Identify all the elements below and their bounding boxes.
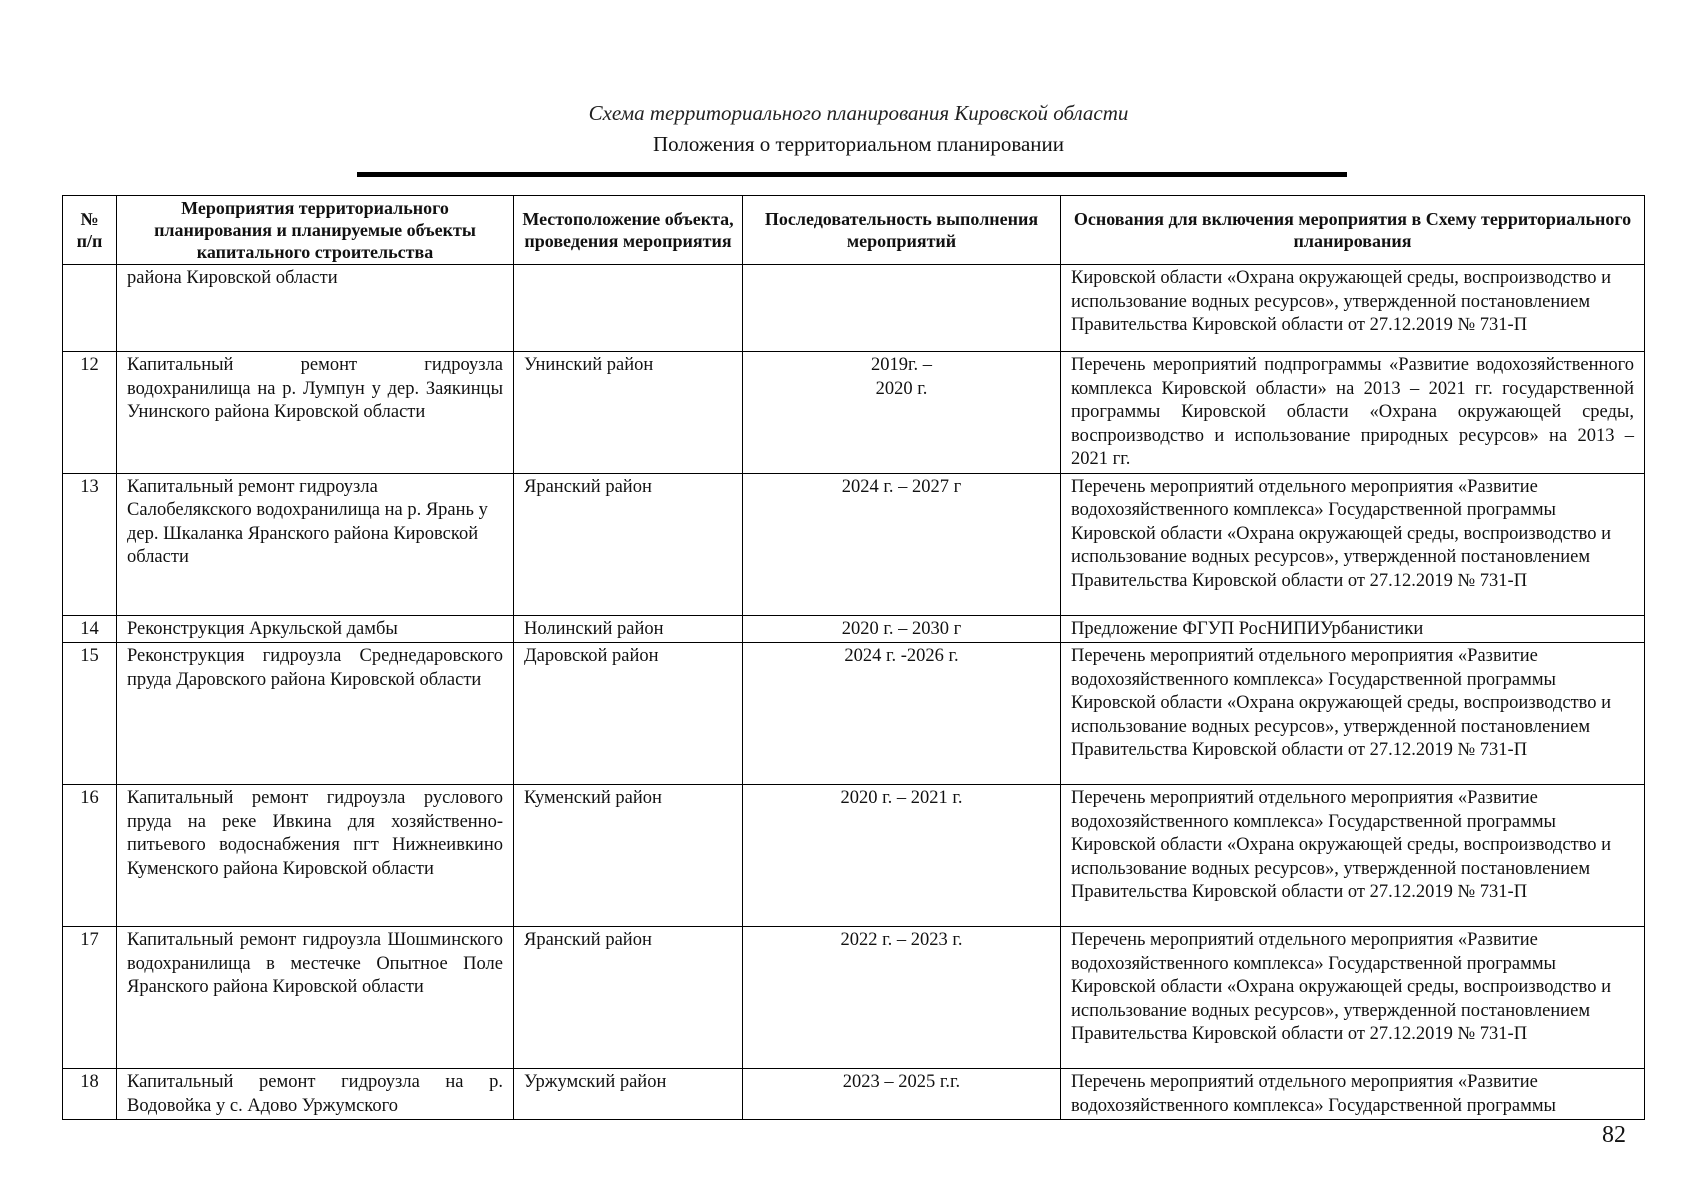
cell-basis: Перечень мероприятий отдельного мероприятия «Развитие водохозяйственного комплекса» Государственной программы Кировской области «Охрана окружающей среды, воспроизводство и использование водных ресурсов», утвержденной постановлением Правительства Кировской области от 27.12.2019 № 731-П [1061,785,1645,927]
col-header-location: Местоположение объекта, проведения мероприятия [514,196,743,265]
cell-num [63,265,117,352]
page-header [0,100,1697,158]
col-header-object: Мероприятия территориального планирования и планируемые объекты капитального строительства [117,196,514,265]
cell-object: Капитальный ремонт гидроузла Салобелякского водохранилища на р. Ярань у дер. Шкаланка Яранского района Кировской области [117,473,514,615]
cell-sequence: 2022 г. – 2023 г. [743,927,1061,1069]
cell-sequence [743,265,1061,352]
document-subtitle: Схема территориального планирования Кировской области [588,101,1129,125]
cell-location: Уржумский район [514,1069,743,1120]
cell-object: Реконструкция гидроузла Среднедаровского пруда Даровского района Кировской области [117,643,514,785]
cell-sequence: 2020 г. – 2021 г. [743,785,1061,927]
measures-table [62,195,1645,1120]
table-row [63,1069,1645,1120]
cell-basis: Перечень мероприятий отдельного мероприятия «Развитие водохозяйственного комплекса» Государственной программы Кировской области «Охрана окружающей среды, воспроизводство и использование водных ресурсов», утвержденной постановлением Правительства Кировской области от 27.12.2019 № 731-П [1061,473,1645,615]
cell-location [514,265,743,352]
col-header-basis: Основания для включения мероприятия в Схему территориального планирования [1061,196,1645,265]
cell-basis: Кировской области «Охрана окружающей среды, воспроизводство и использование водных ресурсов», утвержденной постановлением Правительства Кировской области от 27.12.2019 № 731-П [1061,265,1645,352]
cell-sequence: 2024 г. -2026 г. [743,643,1061,785]
cell-num: 14 [63,615,117,643]
cell-basis: Предложение ФГУП РосНИПИУрбанистики [1061,615,1645,643]
cell-object: Капитальный ремонт гидроузла водохранилища на р. Лумпун у дер. Заякинцы Унинского района Кировской области [117,352,514,474]
cell-object: Капитальный ремонт гидроузла на р. Водовойка у с. Адово Уржумского [117,1069,514,1120]
page-number: 82 [1602,1122,1626,1148]
table-row [63,473,1645,615]
cell-num: 16 [63,785,117,927]
cell-sequence [743,352,1061,474]
cell-num: 15 [63,643,117,785]
cell-sequence: 2024 г. – 2027 г [743,473,1061,615]
sequence-text: 2019г. – 2020 г. [870,355,932,399]
table-row [63,615,1645,643]
col-header-num: № п/п [63,196,117,265]
cell-basis: Перечень мероприятий отдельного мероприятия «Развитие водохозяйственного комплекса» Государственной программы [1061,1069,1645,1120]
cell-num: 12 [63,352,117,474]
cell-num: 13 [63,473,117,615]
cell-sequence: 2023 – 2025 г.г. [743,1069,1061,1120]
cell-location: Яранский район [514,473,743,615]
cell-object: Капитальный ремонт гидроузла руслового пруда на реке Ивкина для хозяйственно-питьевого водоснабжения пгт Нижнеивкино Куменского района Кировской области [117,785,514,927]
table-row [63,265,1645,352]
cell-object: Реконструкция Аркульской дамбы [117,615,514,643]
table-row [63,643,1645,785]
cell-object: Капитальный ремонт гидроузла Шошминского водохранилища в местечке Опытное Поле Яранского района Кировской области [117,927,514,1069]
cell-location: Унинский район [514,352,743,474]
cell-basis: Перечень мероприятий отдельного мероприятия «Развитие водохозяйственного комплекса» Государственной программы Кировской области «Охрана окружающей среды, воспроизводство и использование водных ресурсов», утвержденной постановлением Правительства Кировской области от 27.12.2019 № 731-П [1061,643,1645,785]
cell-location: Нолинский район [514,615,743,643]
section-title: Положения о территориальном планировании [652,132,1065,156]
table-row [63,927,1645,1069]
header-divider [357,172,1347,177]
cell-num: 18 [63,1069,117,1120]
table-row [63,785,1645,927]
cell-basis: Перечень мероприятий отдельного мероприятия «Развитие водохозяйственного комплекса» Государственной программы Кировской области «Охрана окружающей среды, воспроизводство и использование водных ресурсов», утвержденной постановлением Правительства Кировской области от 27.12.2019 № 731-П [1061,927,1645,1069]
cell-object: района Кировской области [117,265,514,352]
cell-location: Яранский район [514,927,743,1069]
cell-num: 17 [63,927,117,1069]
cell-basis: Перечень мероприятий подпрограммы «Развитие водохозяйственного комплекса Кировской области» на 2013 – 2021 гг. государственной программы Кировской области «Охрана окружающей среды, воспроизводство и использование природных ресурсов» на 2013 – 2021 гг. [1061,352,1645,474]
cell-sequence: 2020 г. – 2030 г [743,615,1061,643]
cell-location: Даровской район [514,643,743,785]
col-header-sequence: Последовательность выполнения мероприятий [743,196,1061,265]
table-row [63,352,1645,474]
table-header-row [63,196,1645,265]
cell-location: Куменский район [514,785,743,927]
